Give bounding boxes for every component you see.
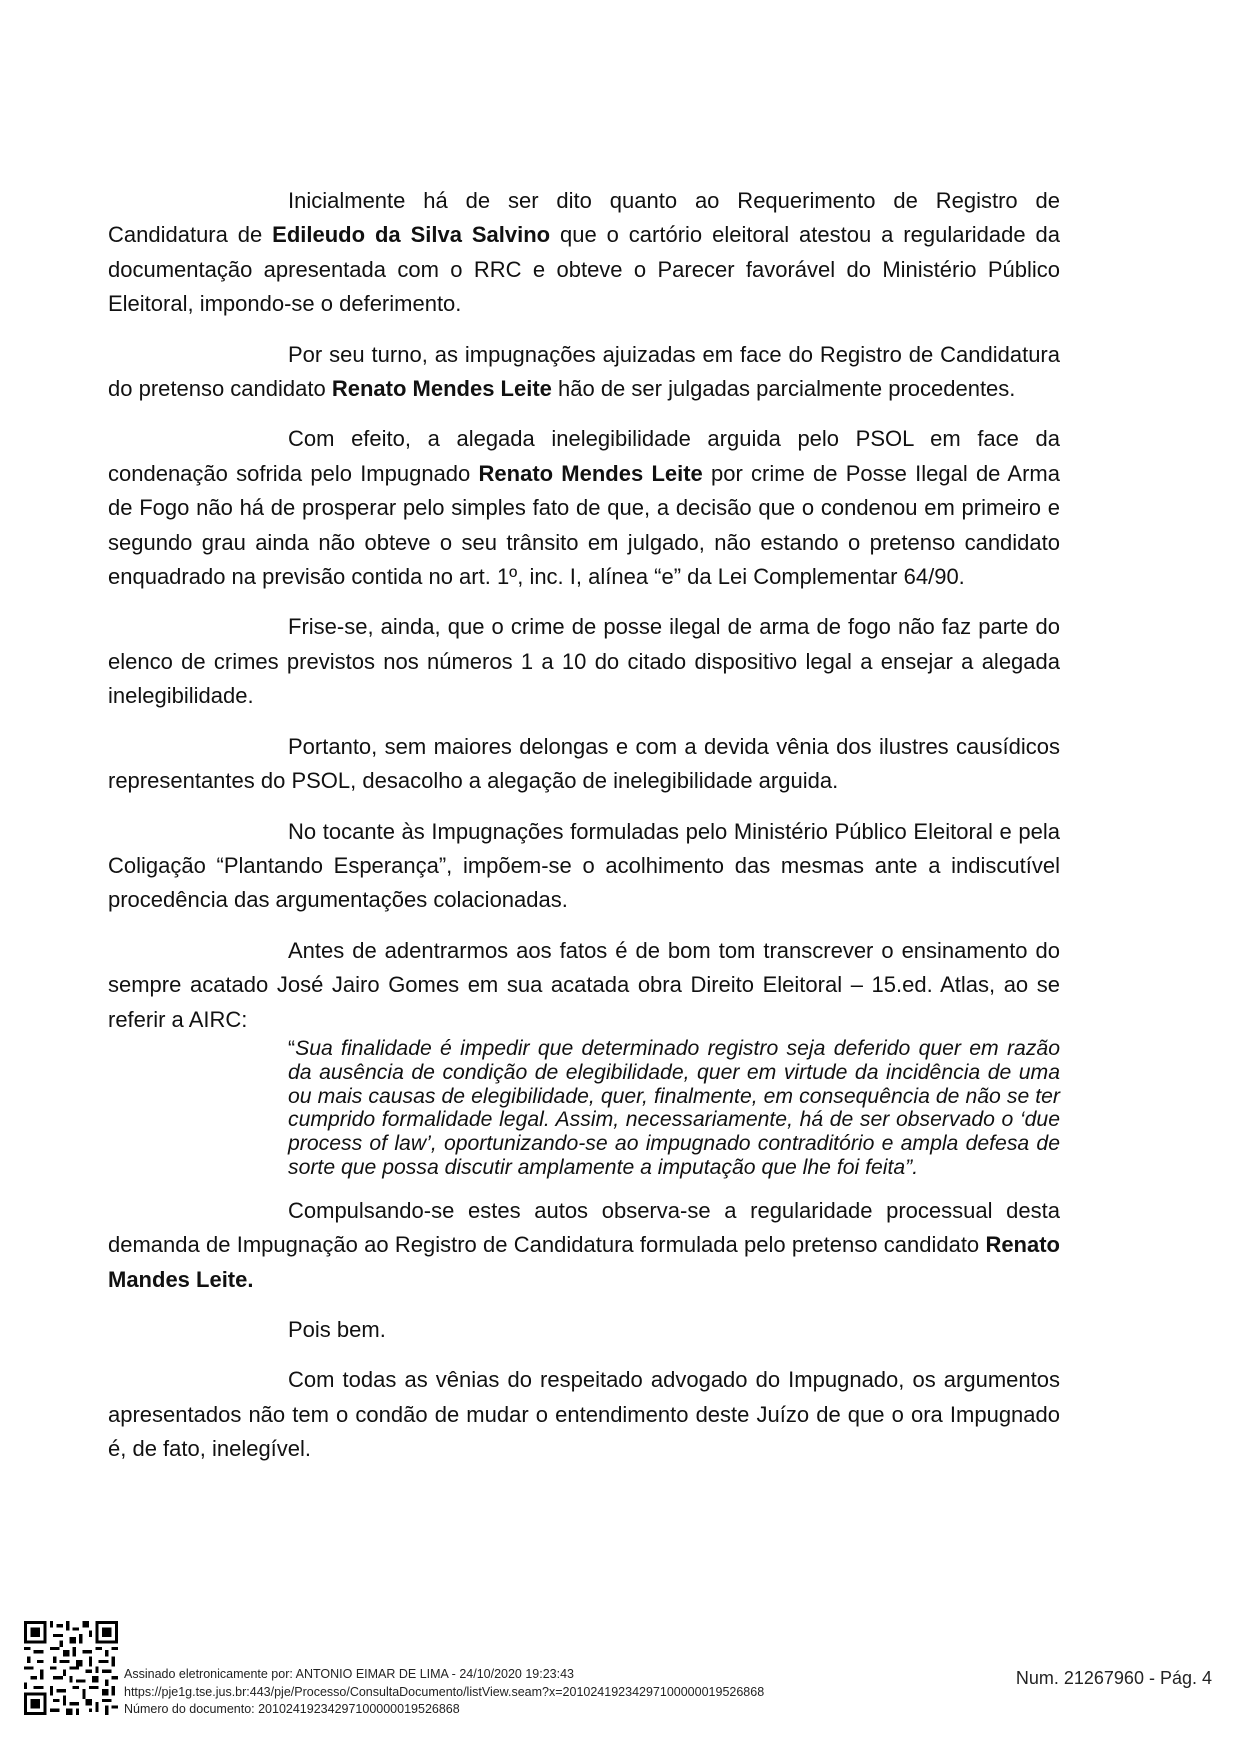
paragraph-2: Por seu turno, as impugnações ajuizadas em face do Registro de Candidatura do pretenso candidato Renato Mendes Leite hão de ser julgadas parcialmente procedentes. [108, 341, 1060, 402]
block-quote: “Sua finalidade é impedir que determinado registro seja deferido quer em razão da ausência de condição de elegibilidade, quer em virtude da incidência de uma ou mais causas de elegibilidade, quer, finalmente, em consequência de não se ter cumprido formalidade legal. Assim, necessariamente, há de ser observado o ‘due process of law’, oportunizando-se ao impugnado contraditório e ampla defesa de sorte que possa discutir amplamente a imputação que lhe foi feita”. [288, 1036, 1060, 1179]
document-url[interactable]: https://pje1g.tse.jus.br:443/pje/Processo/ConsultaDocumento/listView.seam?x=20102419234297100000019526868 [124, 1684, 765, 1699]
paragraph-5: Portanto, sem maiores delongas e com a devida vênia dos ilustres causídicos representantes do PSOL, desacolho a alegação de inelegibilidade arguida. [108, 733, 1060, 794]
candidate-name: Edileudo da Silva Salvino [272, 222, 551, 248]
paragraph-6: No tocante às Impugnações formuladas pelo Ministério Público Eleitoral e pela Coligação “Plantando Esperança”, impõem-se o acolhimento das mesmas ante a indiscutível procedência das argumentações colacionadas. [108, 818, 1060, 913]
qr-code-icon [24, 1621, 118, 1715]
paragraph-7: Antes de adentrarmos aos fatos é de bom tom transcrever o ensinamento do sempre acatado José Jairo Gomes em sua acatada obra Direito Eleitoral – 15.ed. Atlas, ao se referir a AIRC: [108, 937, 1060, 1032]
candidate-name: Renato Mandes Leite. [108, 1232, 1060, 1292]
signed-by-line: Assinado eletronicamente por: ANTONIO EIMAR DE LIMA - 24/10/2020 19:23:43 [124, 1667, 575, 1681]
paragraph-9: Pois bem. [288, 1316, 386, 1342]
paragraph-8: Compulsando-se estes autos observa-se a regularidade processual desta demanda de Impugnação ao Registro de Candidatura formulada pelo pretenso candidato Renato Mandes Leite. [108, 1197, 1060, 1292]
candidate-name: Renato Mendes Leite [331, 376, 552, 402]
paragraph-3: Com efeito, a alegada inelegibilidade arguida pelo PSOL em face da condenação sofrida pelo Impugnado Renato Mendes Leite por crime de Posse Ilegal de Arma de Fogo não há de prosperar pelo simples fato de que, a decisão que o condenou em primeiro e segundo grau ainda não obteve o seu trânsito em julgado, não estando o pretenso candidato enquadrado na previsão contida no art. 1º, inc. I, alínea “e” da Lei Complementar 64/90. [108, 426, 1060, 590]
candidate-name: Renato Mendes Leite [478, 460, 703, 486]
paragraph-1: Inicialmente há de ser dito quanto ao Requerimento de Registro de Candidatura de Edileudo da Silva Salvino que o cartório eleitoral atestou a regularidade da documentação apresentada com o RRC e obteve o Parecer favorável do Ministério Público Eleitoral, impondo-se o deferimento. [108, 188, 1060, 317]
signature-footer [124, 1666, 764, 1719]
page-reference: Num. 21267960 - Pág. 4 [1015, 1668, 1212, 1688]
paragraph-4: Frise-se, ainda, que o crime de posse ilegal de arma de fogo não faz parte do elenco de crimes previstos nos números 1 a 10 do citado dispositivo legal a ensejar a alegada inelegibilidade. [108, 614, 1060, 709]
document-number: Número do documento: 20102419234297100000019526868 [124, 1702, 460, 1716]
paragraph-10: Com todas as vênias do respeitado advogado do Impugnado, os argumentos apresentados não tem o condão de mudar o entendimento deste Juízo de que o ora Impugnado é, de fato, inelegível. [108, 1367, 1060, 1462]
document-body [108, 184, 1060, 1483]
